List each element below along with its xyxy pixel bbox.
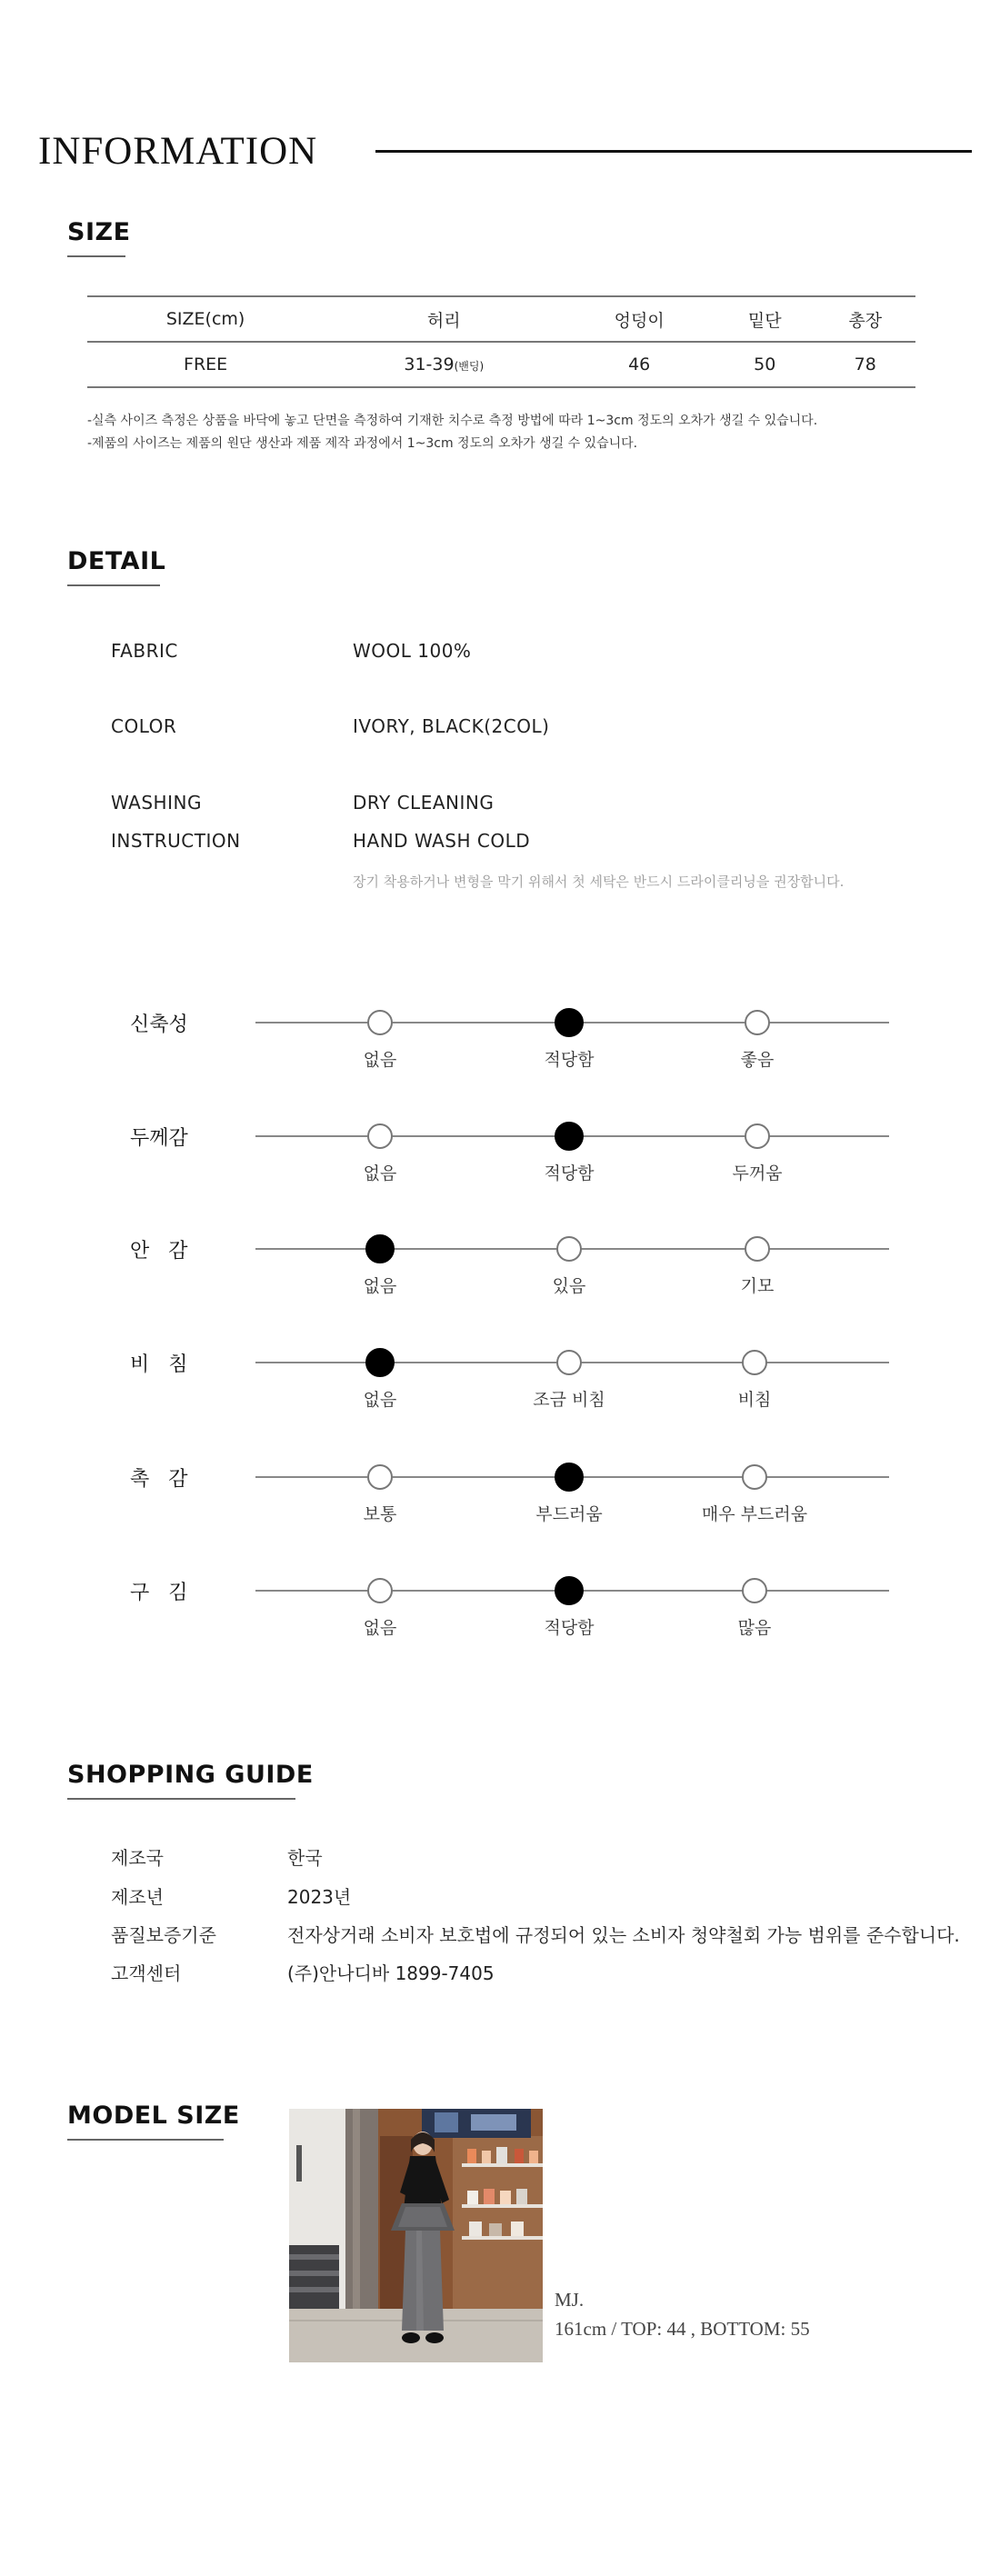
- rating-dot-selected[interactable]: [555, 1463, 584, 1492]
- size-table: [87, 295, 915, 388]
- rating-dot[interactable]: [556, 1350, 582, 1375]
- rating-dot-selected[interactable]: [365, 1234, 395, 1263]
- washing-label: WASHING: [111, 792, 202, 814]
- col-size: SIZE(cm): [165, 309, 245, 329]
- model-name: MJ.: [555, 2289, 585, 2311]
- detail-section-title: DETAIL: [67, 547, 166, 575]
- cell-waist: [324, 342, 564, 387]
- guide-label-country: 제조국: [111, 1847, 164, 1869]
- rating-option-label: 조금 비침: [533, 1390, 605, 1410]
- rating-label: 두께감: [130, 1127, 188, 1150]
- rating-dot[interactable]: [367, 1464, 393, 1490]
- rating-dot[interactable]: [745, 1236, 770, 1262]
- rating-option-label: 좋음: [740, 1050, 775, 1070]
- col-hip: 엉덩이: [614, 310, 665, 331]
- col-hem: 밑단: [747, 310, 782, 331]
- cell-waist-sub: (밴딩): [454, 360, 485, 373]
- fabric-label: FABRIC: [111, 640, 178, 662]
- rating-dot-selected[interactable]: [555, 1576, 584, 1605]
- shopping-guide-underline: [67, 1798, 295, 1800]
- rating-option-label: 두꺼움: [732, 1163, 783, 1183]
- rating-dot[interactable]: [742, 1464, 767, 1490]
- page-title: INFORMATION: [38, 130, 318, 173]
- guide-label-cs: 고객센터: [111, 1962, 182, 1984]
- rating-dot[interactable]: [556, 1236, 582, 1262]
- rating-dot-selected[interactable]: [365, 1348, 395, 1377]
- rating-option-label: 부드러움: [535, 1504, 603, 1524]
- rating-option-label: 없음: [363, 1390, 397, 1410]
- cell-waist-main: 31-39: [404, 354, 455, 374]
- rating-option-label: 없음: [363, 1050, 397, 1070]
- cell-hip: 46: [628, 354, 651, 374]
- rating-option-label: 적당함: [544, 1618, 595, 1638]
- rating-dot[interactable]: [745, 1010, 770, 1035]
- size-title-underline: [67, 255, 125, 257]
- rating-dot[interactable]: [367, 1578, 393, 1603]
- guide-value-country: 한국: [287, 1847, 323, 1869]
- fabric-value: WOOL 100%: [353, 640, 472, 662]
- color-label: COLOR: [111, 715, 177, 737]
- washing-value-dry: DRY CLEANING: [353, 792, 495, 814]
- rating-option-label: 비침: [737, 1390, 772, 1410]
- cell-size: FREE: [184, 354, 228, 374]
- size-note-1: -실측 사이즈 측정은 상품을 바닥에 놓고 단면을 측정하여 기재한 치수로 측정 방법에 따라 1~3cm 정도의 오차가 생길 수 있습니다.: [87, 414, 818, 428]
- title-divider: [375, 150, 972, 153]
- col-length: 총장: [848, 310, 883, 331]
- washing-note: 장기 착용하거나 변형을 막기 위해서 첫 세탁은 반드시 드라이클리닝을 권장합니다.: [353, 874, 845, 890]
- rating-option-label: 없음: [363, 1163, 397, 1183]
- model-photo: [289, 2109, 543, 2362]
- rating-option-label: 없음: [363, 1276, 397, 1296]
- rating-label: 비 침: [130, 1353, 188, 1376]
- guide-label-quality: 품질보증기준: [111, 1924, 216, 1946]
- detail-title-underline: [67, 584, 160, 586]
- model-size-title: MODEL SIZE: [67, 2102, 240, 2130]
- rating-option-label: 있음: [552, 1276, 586, 1296]
- rating-label: 안 감: [130, 1240, 188, 1263]
- rating-dot[interactable]: [742, 1578, 767, 1603]
- rating-option-label: 보통: [363, 1504, 397, 1524]
- size-section-title: SIZE: [67, 218, 131, 246]
- rating-dot-selected[interactable]: [555, 1008, 584, 1037]
- cell-hem: 50: [754, 354, 776, 374]
- rating-option-label: 적당함: [544, 1050, 595, 1070]
- rating-dot[interactable]: [742, 1350, 767, 1375]
- rating-option-label: 많음: [737, 1618, 772, 1638]
- rating-label: 촉 감: [130, 1468, 188, 1491]
- model-spec: 161cm / TOP: 44 , BOTTOM: 55: [555, 2318, 810, 2340]
- rating-dot[interactable]: [367, 1010, 393, 1035]
- rating-dot[interactable]: [367, 1123, 393, 1149]
- rating-label: 구 김: [130, 1582, 188, 1604]
- rating-option-label: 매우 부드러움: [701, 1504, 808, 1524]
- guide-value-year: 2023년: [287, 1886, 352, 1908]
- instruction-label: INSTRUCTION: [111, 830, 241, 852]
- table-row: [87, 342, 915, 387]
- guide-label-year: 제조년: [111, 1886, 164, 1908]
- shopping-guide-title: SHOPPING GUIDE: [67, 1761, 314, 1789]
- rating-label: 신축성: [130, 1013, 188, 1036]
- guide-value-quality: 전자상거래 소비자 보호법에 규정되어 있는 소비자 청약철회 가능 범위를 준수합니다.: [287, 1924, 960, 1946]
- model-size-underline: [67, 2139, 224, 2141]
- guide-value-cs: (주)안나디바 1899-7405: [287, 1962, 495, 1984]
- size-table-header: [87, 296, 915, 342]
- rating-option-label: 기모: [740, 1276, 775, 1296]
- rating-option-label: 없음: [363, 1618, 397, 1638]
- rating-dot-selected[interactable]: [555, 1122, 584, 1151]
- col-waist: 허리: [426, 310, 461, 331]
- rating-dot[interactable]: [745, 1123, 770, 1149]
- cell-length: 78: [854, 354, 876, 374]
- rating-option-label: 적당함: [544, 1163, 595, 1183]
- washing-value-hand: HAND WASH COLD: [353, 830, 531, 852]
- size-note-2: -제품의 사이즈는 제품의 원단 생산과 제품 제작 과정에서 1~3cm 정도의 오차가 생길 수 있습니다.: [87, 436, 638, 451]
- color-value: IVORY, BLACK(2COL): [353, 715, 550, 737]
